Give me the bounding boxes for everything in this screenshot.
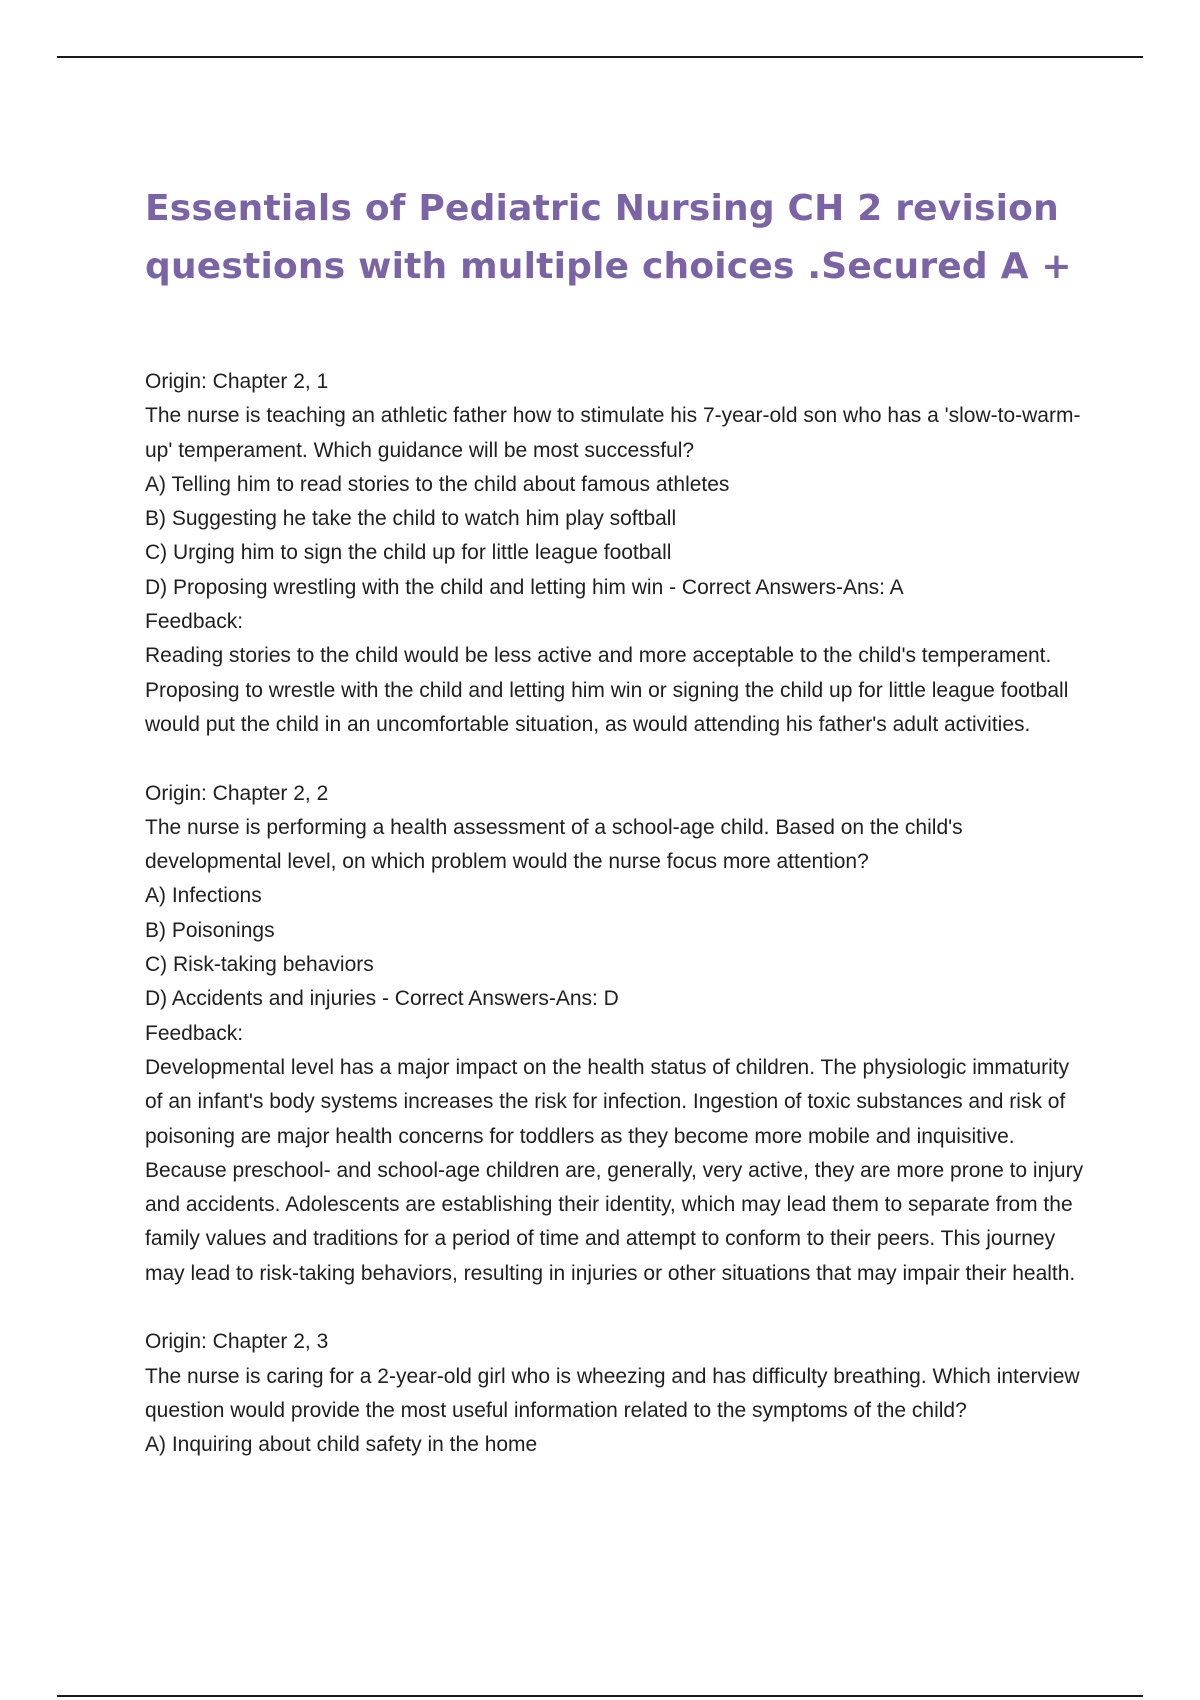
footer-rule xyxy=(57,1695,1143,1697)
answer-option: A) Inquiring about child safety in the home xyxy=(145,1433,538,1457)
header-rule xyxy=(57,56,1143,58)
feedback-label: Feedback: xyxy=(145,1021,244,1045)
question-stem: The nurse is caring for a 2-year-old girl who is wheezing and has difficulty breathing. Which interview question would provide the most useful information related to the symptoms of the child? xyxy=(145,1364,1080,1422)
feedback-text: Developmental level has a major impact on the health status of children. The physiologic immaturity of an infant's body systems increases the risk for infection. Ingestion of toxic substances and risk of poisoning are major health concerns for toddlers as they become more mobile and inquisitive. Because preschool- and school-age children are, generally, very active, they are more prone to injury and accidents. Adolescents are establishing their identity, which may lead them to separate from the family values and traditions for a period of time and attempt to conform to their peers. This journey may lead to risk-taking behaviors, resulting in injuries or other situations that may impair their health. xyxy=(145,1055,1084,1285)
answer-option: B) Poisonings xyxy=(145,918,275,942)
answer-option: A) Infections xyxy=(145,884,262,908)
feedback-label: Feedback: xyxy=(145,610,244,634)
answer-option: A) Telling him to read stories to the child about famous athletes xyxy=(145,472,730,496)
document-title: Essentials of Pediatric Nursing CH 2 revision questions with multiple choices .Secured A + xyxy=(145,188,1072,287)
question-stem: The nurse is teaching an athletic father how to stimulate his 7-year-old son who has a 'slow-to-warm-up' temperament. Which guidance will be most successful? xyxy=(145,404,1081,462)
answer-option: B) Suggesting he take the child to watch him play softball xyxy=(145,507,677,531)
question-origin: Origin: Chapter 2, 1 xyxy=(145,370,329,393)
answer-option: C) Risk-taking behaviors xyxy=(145,953,374,977)
feedback-text: Reading stories to the child would be less active and more acceptable to the child's temperament. Proposing to wrestle with the child and letting him win or signing the child up for little league football would put the child in an uncomfortable situation, as would attending his father's adult activities. xyxy=(145,644,1069,736)
question-origin: Origin: Chapter 2, 2 xyxy=(145,781,329,805)
answer-option: D) Accidents and injuries - Correct Answers-Ans: D xyxy=(145,987,619,1011)
question-stem: The nurse is performing a health assessment of a school-age child. Based on the child's developmental level, on which problem would the nurse focus more attention? xyxy=(145,815,963,874)
answer-option: D) Proposing wrestling with the child and letting him win - Correct Answers-Ans: A xyxy=(145,575,904,599)
question-block xyxy=(145,1325,1090,1462)
document-body xyxy=(145,365,1090,1463)
question-block xyxy=(145,777,1090,1291)
question-origin: Origin: Chapter 2, 3 xyxy=(145,1330,329,1354)
question-block xyxy=(145,365,1090,742)
answer-option: C) Urging him to sign the child up for little league football xyxy=(145,541,672,565)
